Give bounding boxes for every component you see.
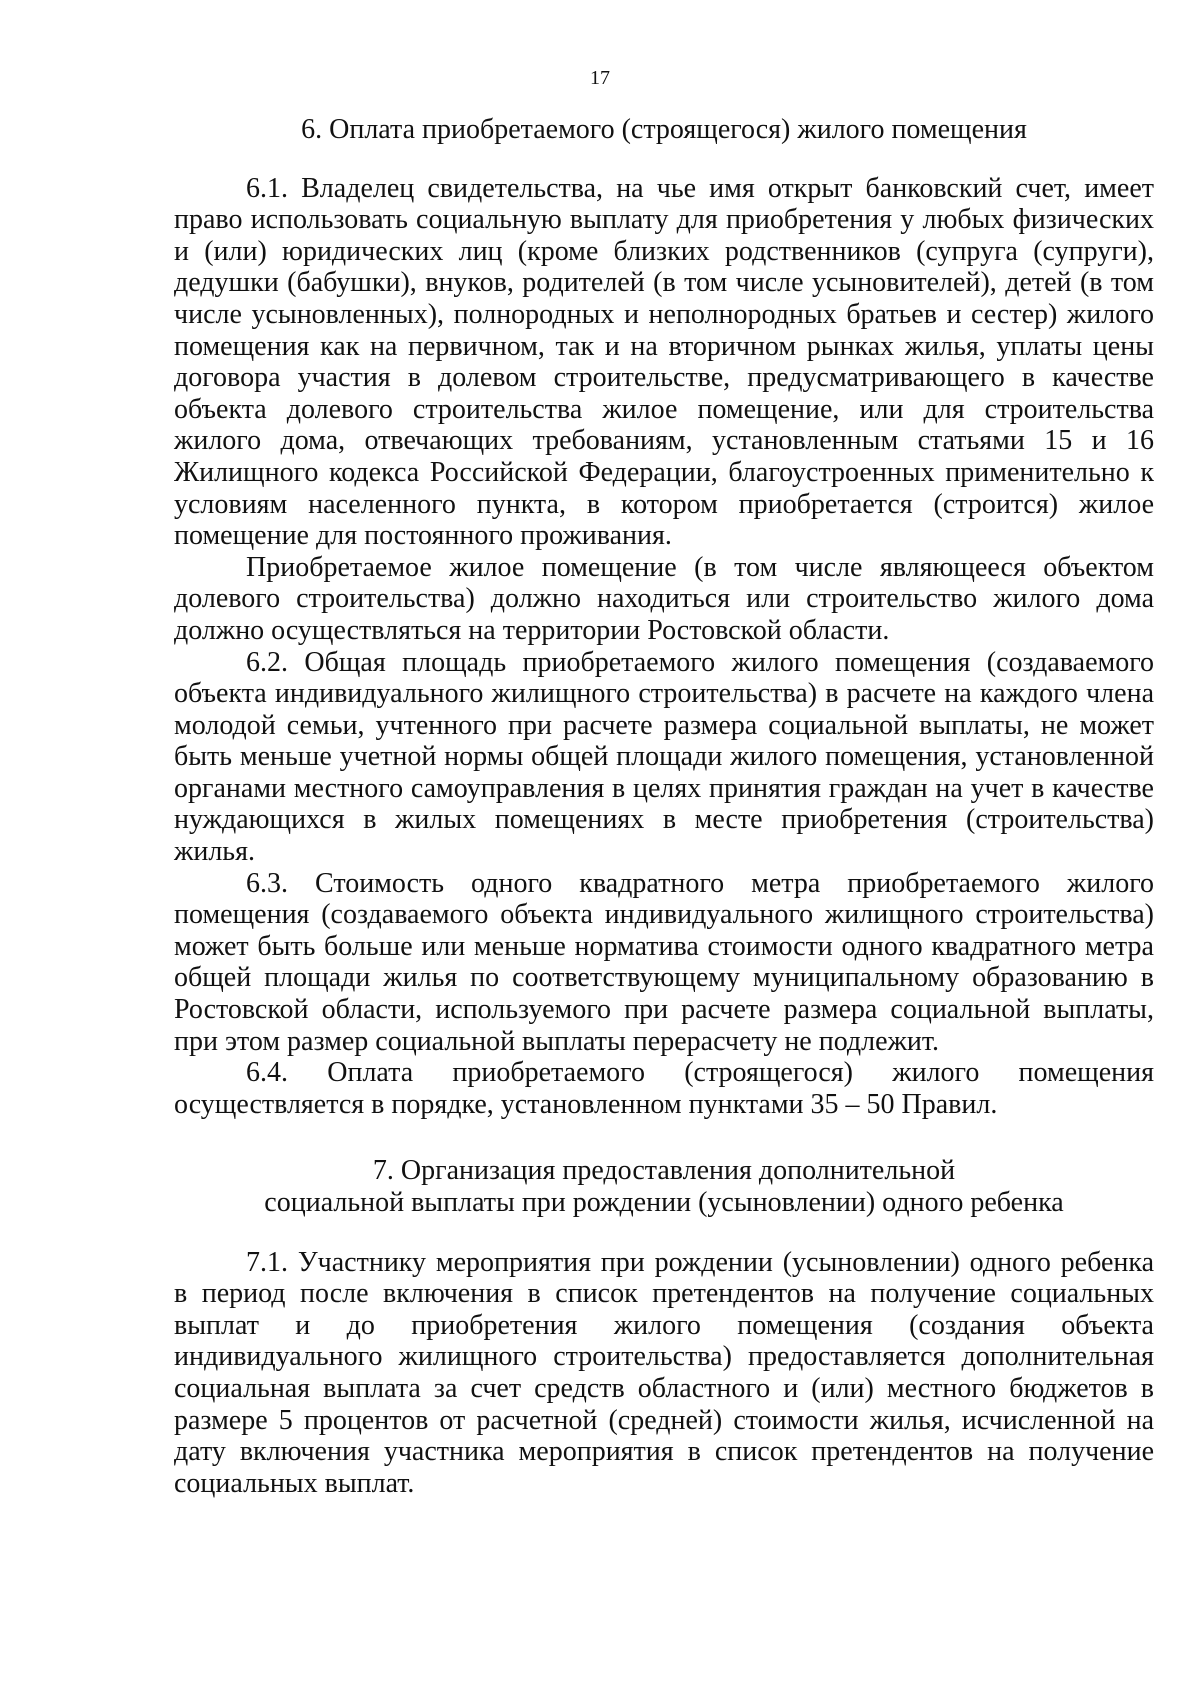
- paragraph-6-4: 6.4. Оплата приобретаемого (строящегося) жилого помещения осуществляется в порядке, установленном пунктами 35 – 50 Правил.: [174, 1057, 1154, 1120]
- document-body: [174, 114, 1154, 1499]
- paragraph-6-1-territory: Приобретаемое жилое помещение (в том числе являющееся объектом долевого строительства) должно находиться или строительство жилого дома должно осуществляться на территории Ростовской области.: [174, 551, 1154, 646]
- section-7-heading-line-1: 7. Организация предоставления дополнительной: [372, 1155, 956, 1187]
- page-number: 17: [590, 67, 610, 89]
- section-7-heading-line-2: социальной выплаты при рождении (усыновлении) одного ребенка: [264, 1187, 1064, 1218]
- paragraph-6-2: 6.2. Общая площадь приобретаемого жилого помещения (создаваемого объекта индивидуального жилищного строительства) в расчете на каждого члена молодой семьи, учтенного при расчете размера социальной выплаты, не может быть меньше учетной нормы общей площади жилого помещения, установленной органами местного самоуправления в целях принятия граждан на учет в качестве нуждающихся в жилых помещениях в месте приобретения (строительства) жилья.: [174, 646, 1154, 868]
- paragraph-6-3: 6.3. Стоимость одного квадратного метра приобретаемого жилого помещения (создаваемого объекта индивидуального жилищного строительства) может быть больше или меньше норматива стоимости одного квадратного метра общей площади жилья по соответствующему муниципальному образованию в Ростовской области, используемого при расчете размера социальной выплаты, при этом размер социальной выплаты перерасчету не подлежит.: [174, 867, 1154, 1057]
- paragraph-7-1: 7.1. Участнику мероприятия при рождении (усыновлении) одного ребенка в период после включения в список претендентов на получение социальных выплат и до приобретения жилого помещения (создания объекта индивидуального жилищного строительства) предоставляется дополнительная социальная выплата за счет средств областного и (или) местного бюджетов в размере 5 процентов от расчетной (средней) стоимости жилья, исчисленной на дату включения участника мероприятия в список претендентов на получение социальных выплат.: [174, 1246, 1154, 1499]
- paragraph-6-1: 6.1. Владелец свидетельства, на чье имя открыт банковский счет, имеет право использовать социальную выплату для приобретения у любых физических и (или) юридических лиц (кроме близких родственников (супруга (супруги), дедушки (бабушки), внуков, родителей (в том числе усыновителей), детей (в том числе усыновленных), полнородных и неполнородных братьев и сестер) жилого помещения как на первичном, так и на вторичном рынках жилья, уплаты цены договора участия в долевом строительстве, предусматривающего в качестве объекта долевого строительства жилое помещение, или для строительства жилого дома, отвечающих требованиям, установленным статьями 15 и 16 Жилищного кодекса Российской Федерации, благоустроенных применительно к условиям населенного пункта, в котором приобретается (строится) жилое помещение для постоянного проживания.: [174, 172, 1154, 552]
- section-7-heading: [174, 1155, 1154, 1218]
- section-6-heading: 6. Оплата приобретаемого (строящегося) жилого помещения: [301, 114, 1027, 145]
